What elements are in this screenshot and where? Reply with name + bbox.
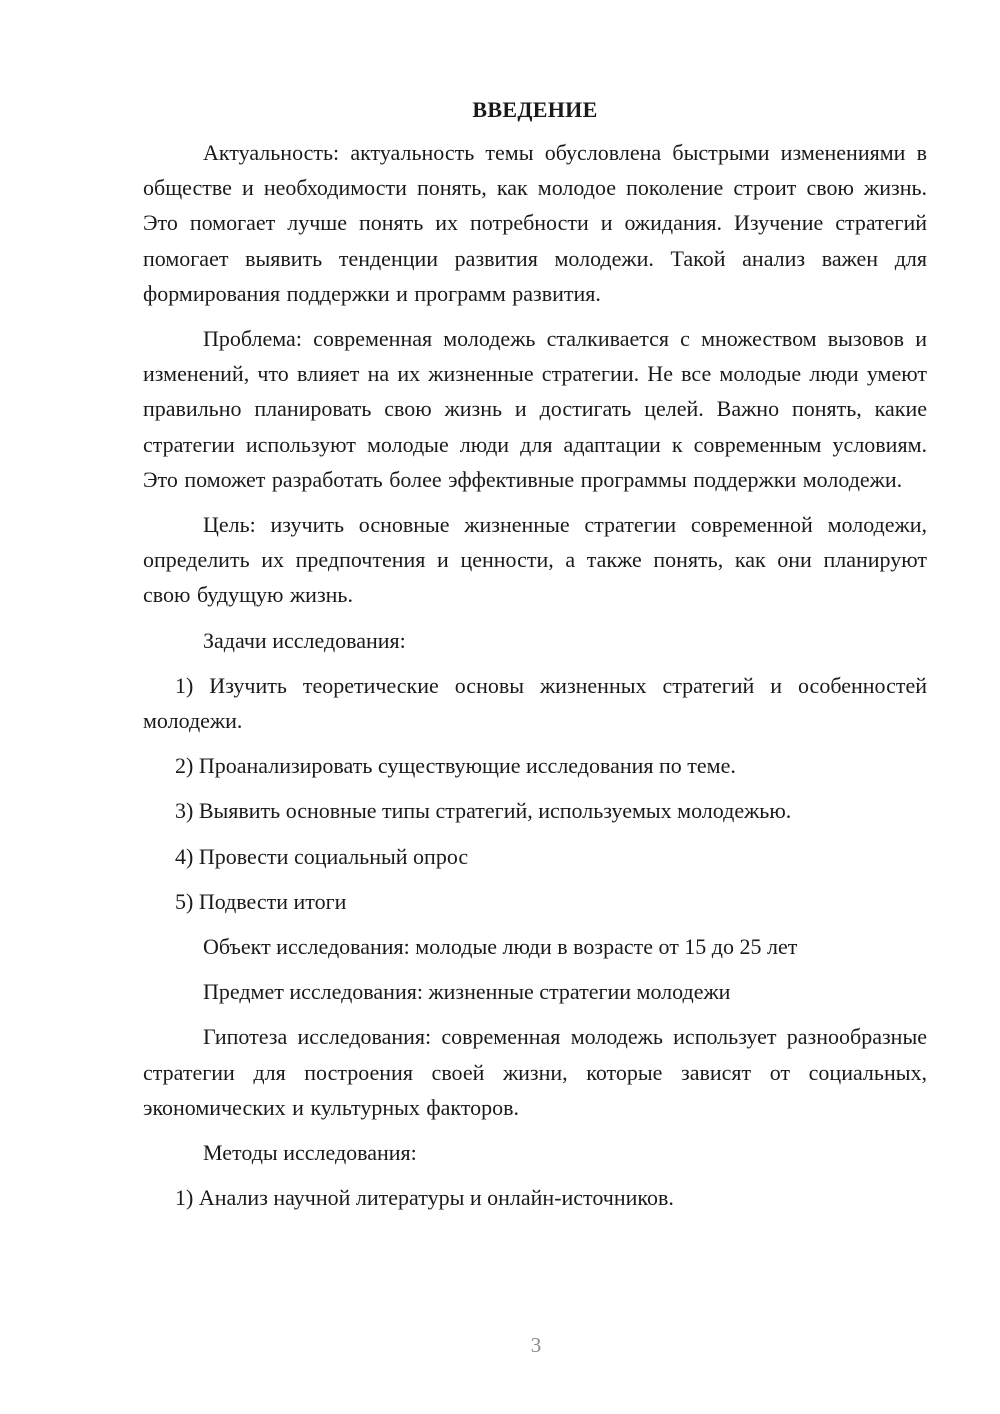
task-item-3: 3) Выявить основные типы стратегий, используемых молодежью. <box>175 798 792 824</box>
methods-heading: Методы исследования: <box>203 1140 417 1166</box>
section-title: ВВЕДЕНИЕ <box>472 97 598 122</box>
relevance-paragraph: Актуальность: актуальность темы обусловлена быстрыми изменениями в обществе и необходимости понять, как молодое поколение строит свою жизнь. Это помогает лучше понять их потребности и ожидания. Изучение стратегий помогает выявить тенденции развития молодежи. Такой анализ важен для формирования поддержки и программ развития. <box>143 140 927 306</box>
document-page <box>143 95 927 1225</box>
page-number: 3 <box>530 1333 542 1357</box>
task-item-1: 1) Изучить теоретические основы жизненных стратегий и особенностей молодежи. <box>143 672 927 734</box>
task-item-4: 4) Провести социальный опрос <box>175 843 469 869</box>
problem-paragraph: Проблема: современная молодежь сталкивается с множеством вызовов и изменений, что влияет на их жизненные стратегии. Не все молодые люди умеют правильно планировать свою жизнь и достигать целей. Важно понять, какие стратегии используют молодые люди для адаптации к современным условиям. Это поможет разработать более эффективные программы поддержки молодежи. <box>143 326 927 492</box>
task-item-2: 2) Проанализировать существующие исследования по теме. <box>175 753 736 779</box>
task-item-5: 5) Подвести итоги <box>175 888 347 914</box>
subject-paragraph: Предмет исследования: жизненные стратегии молодежи <box>203 979 731 1005</box>
object-paragraph: Объект исследования: молодые люди в возрасте от 15 до 25 лет <box>203 934 798 960</box>
method-item-1: 1) Анализ научной литературы и онлайн-источников. <box>175 1185 674 1211</box>
tasks-heading: Задачи исследования: <box>203 627 406 653</box>
goal-paragraph: Цель: изучить основные жизненные стратегии современной молодежи, определить их предпочтения и ценности, а также понять, как они планируют свою будущую жизнь. <box>143 512 927 608</box>
hypothesis-paragraph: Гипотеза исследования: современная молодежь использует разнообразные стратегии для построения своей жизни, которые зависят от социальных, экономических и культурных факторов. <box>143 1024 927 1120</box>
